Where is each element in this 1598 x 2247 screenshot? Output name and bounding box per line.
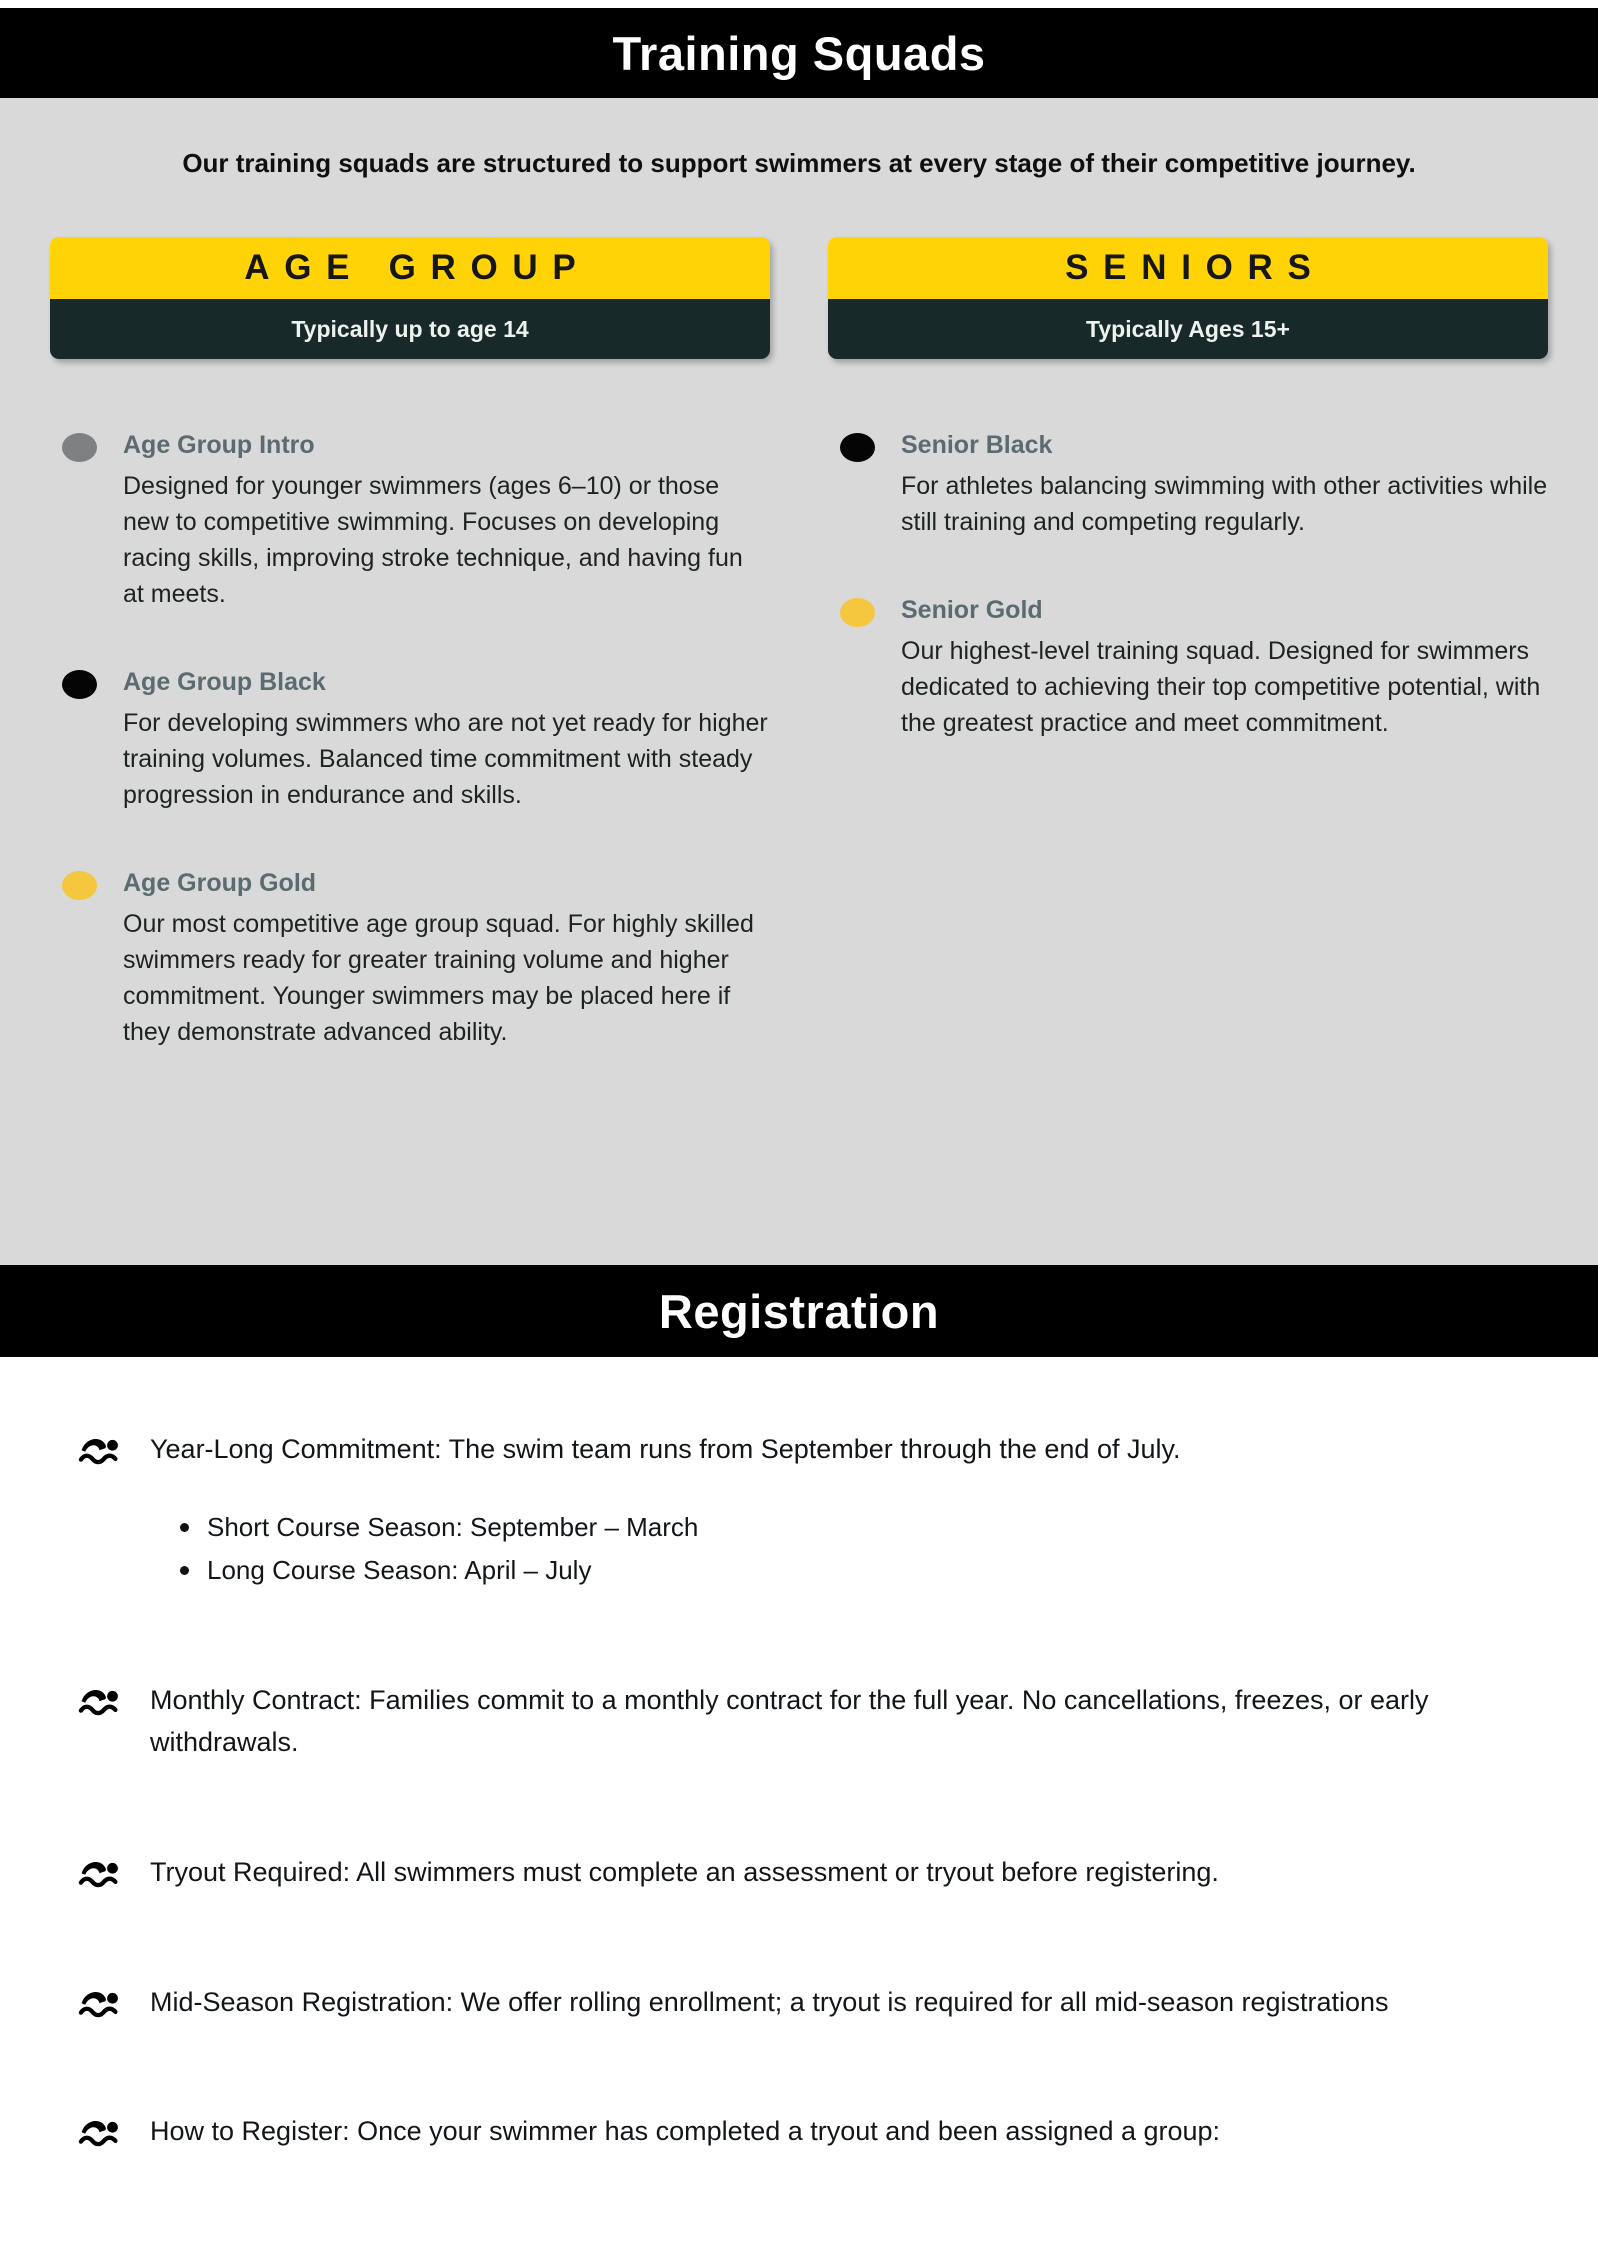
- squad-text: [123, 869, 770, 1050]
- squad-column: [828, 237, 1548, 1106]
- squad-description: Our highest-level training squad. Designed for swimmers dedicated to achieving their top competitive potential, with the greatest practice and meet commitment.: [901, 637, 1541, 737]
- squad-name: Age Group Black: [123, 668, 326, 696]
- swimmer-icon: [78, 1684, 124, 1720]
- squad-name: Age Group Intro: [123, 431, 315, 459]
- squad-name: Senior Gold: [901, 596, 1043, 624]
- squad-text: [123, 431, 770, 612]
- registration-section: [0, 1357, 1598, 2153]
- squad-description: For developing swimmers who are not yet ready for higher training volumes. Balanced time commitment with steady progression in endurance and skills.: [123, 709, 768, 809]
- column-header-subtitle: Typically up to age 14: [50, 299, 770, 359]
- squad-name: Senior Black: [901, 431, 1053, 459]
- training-squads-title: Training Squads: [612, 26, 986, 80]
- registration-subitem-text: Long Course Season: April – July: [207, 1555, 592, 1586]
- registration-item: [78, 2111, 1538, 2153]
- squad-bullet-icon: [62, 433, 97, 462]
- squad-list: [828, 359, 1548, 741]
- column-header: [50, 237, 770, 359]
- squad-bullet-icon: [840, 433, 875, 462]
- registration-item: [78, 1429, 1538, 1471]
- bullet-dot-icon: [180, 1523, 189, 1532]
- squad-description: For athletes balancing swimming with other activities while still training and competing regularly.: [901, 472, 1548, 536]
- registration-title: Registration: [658, 1284, 940, 1338]
- registration-subitem: [180, 1507, 1538, 1549]
- swimmer-icon: [78, 1433, 124, 1469]
- training-squads-section: [0, 98, 1598, 1265]
- swimmer-icon: [78, 2115, 124, 2151]
- registration-item-text: Year-Long Commitment: The swim team runs from September through the end of July.: [150, 1434, 1181, 1464]
- registration-banner: [0, 1265, 1598, 1357]
- squad-description: Our most competitive age group squad. For highly skilled swimmers ready for greater training volume and higher commitment. Younger swimmers may be placed here if they demonstrate advanced ability.: [123, 910, 754, 1046]
- squad-item: [840, 596, 1548, 741]
- squad-item: [62, 431, 770, 612]
- squad-description: Designed for younger swimmers (ages 6–10) or those new to competitive swimming. Focuses on developing racing skills, improving stroke technique, and having fun at meets.: [123, 472, 743, 608]
- squad-bullet-icon: [62, 670, 97, 699]
- registration-list: [78, 1429, 1538, 2153]
- squad-bullet-icon: [840, 598, 875, 627]
- column-header-title: AGE GROUP: [50, 237, 770, 299]
- squad-list: [50, 359, 770, 1050]
- registration-sublist: [180, 1507, 1538, 1592]
- registration-item-text: How to Register: Once your swimmer has completed a tryout and been assigned a group:: [150, 2116, 1221, 2147]
- squad-text: [901, 596, 1548, 741]
- squad-bullet-icon: [62, 871, 97, 900]
- squad-text: [901, 431, 1548, 540]
- registration-item: [78, 1852, 1538, 1894]
- registration-subitem-text: Short Course Season: September – March: [207, 1511, 699, 1542]
- registration-item-text: Monthly Contract: Families commit to a monthly contract for the full year. No cancellations, freezes, or early withdrawals.: [150, 1685, 1429, 1757]
- squad-text: [123, 668, 770, 813]
- bullet-dot-icon: [180, 1566, 189, 1575]
- registration-item-text: Mid-Season Registration: We offer rolling enrollment; a tryout is required for all mid-season registrations: [150, 1986, 1389, 2017]
- squad-column: [50, 237, 770, 1106]
- registration-subitem: [180, 1550, 1538, 1592]
- registration-item: [78, 1982, 1538, 2024]
- squad-name: Age Group Gold: [123, 869, 317, 897]
- squad-item: [62, 668, 770, 813]
- column-header: [828, 237, 1548, 359]
- squad-item: [62, 869, 770, 1050]
- squad-item: [840, 431, 1548, 540]
- registration-item: [78, 1680, 1538, 1764]
- swimmer-icon: [78, 1986, 124, 2022]
- column-header-subtitle: Typically Ages 15+: [828, 299, 1548, 359]
- training-squads-banner: [0, 8, 1598, 98]
- swimmer-icon: [78, 1856, 124, 1892]
- registration-item-text: Tryout Required: All swimmers must complete an assessment or tryout before registering.: [150, 1856, 1219, 1887]
- intro-text: Our training squads are structured to support swimmers at every stage of their competitive journey.: [182, 148, 1416, 178]
- flyer-page: [0, 8, 1598, 2153]
- column-header-title: SENIORS: [828, 237, 1548, 299]
- squad-columns: [50, 237, 1548, 1106]
